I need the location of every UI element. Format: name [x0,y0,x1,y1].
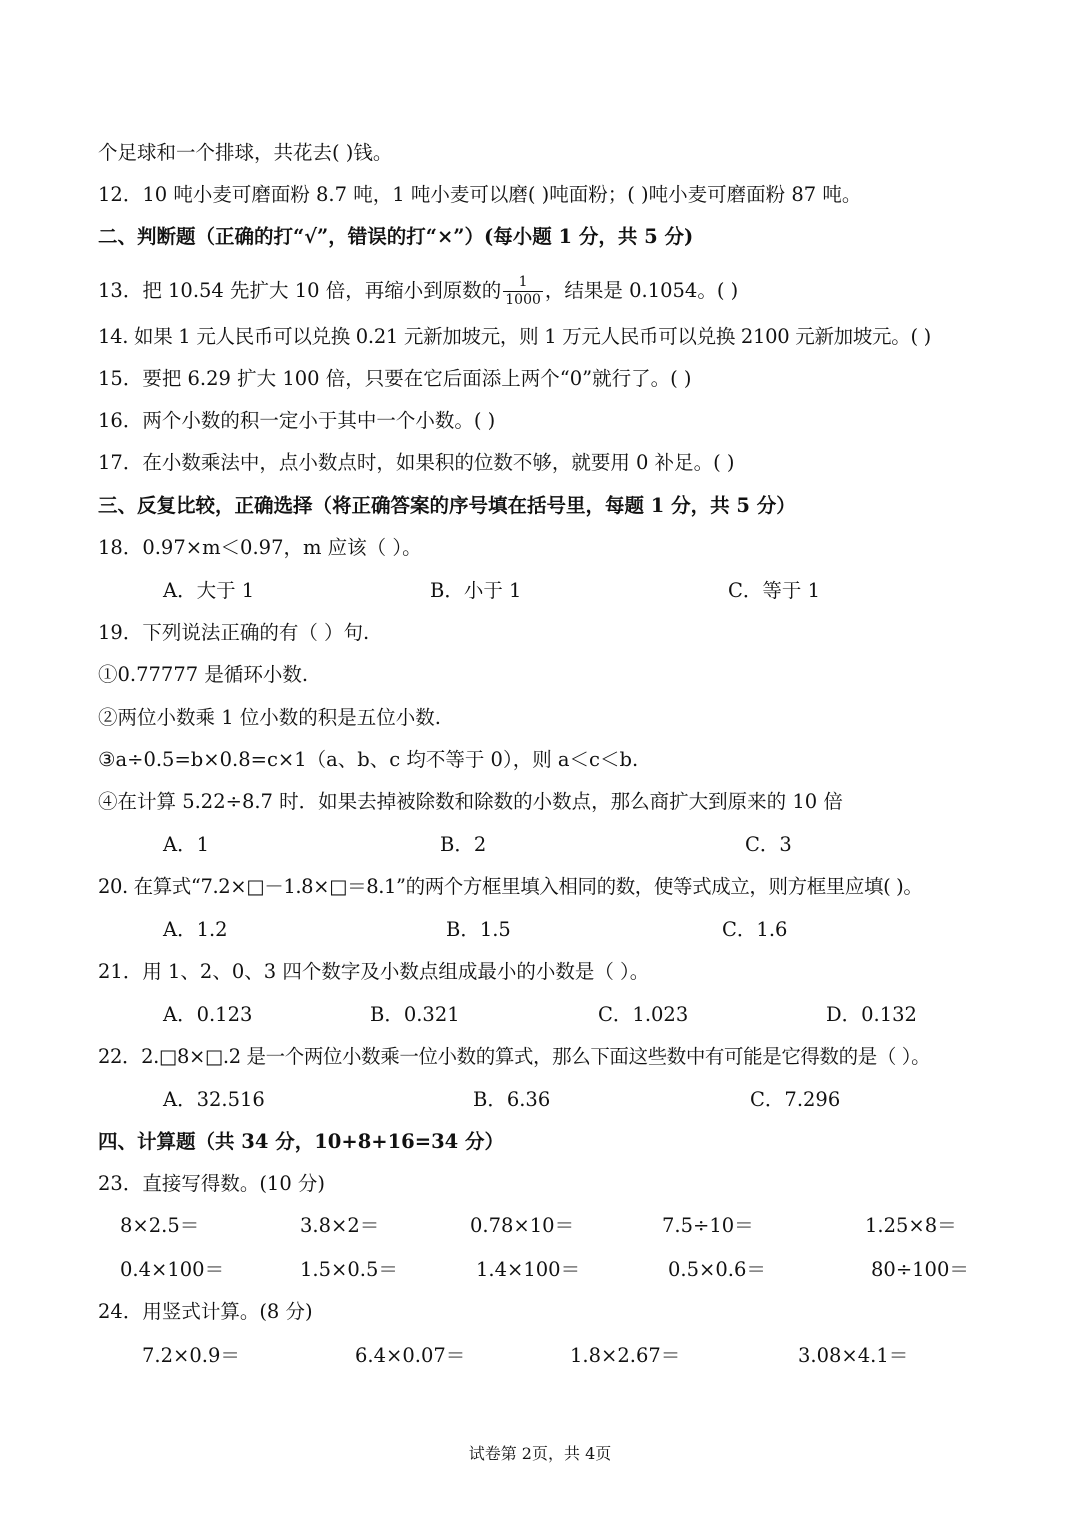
q20-option-a: A．1.2 [163,918,228,941]
q23-item: 1.25×8＝ [865,1214,957,1237]
q18-option-b: B．小于 1 [430,579,522,602]
q16: 16．两个小数的积一定小于其中一个小数。( ) [98,409,496,432]
q13-fraction [503,274,543,309]
q20-option-b: B．1.5 [446,918,511,941]
q19-statement-1: ①0.77777 是循环小数. [98,663,309,686]
section-2-title: 二、判断题（正确的打“√”，错误的打“×”）(每小题 1 分，共 5 分) [98,225,694,248]
q21-option-b: B．0.321 [370,1003,460,1026]
q21-option-d: D．0.132 [826,1003,917,1026]
q22-option-b: B．6.36 [473,1088,551,1111]
q18-option-a: A．大于 1 [163,579,255,602]
q19-statement-2: ②两位小数乘 1 位小数的积是五位小数. [98,706,442,729]
q23-item: 0.5×0.6＝ [668,1258,766,1281]
q22: 22．2.□8×□.2 是一个两位小数乘一位小数的算式，那么下面这些数中有可能是它得数的是（ ）。 [98,1045,931,1068]
q19-option-c: C．3 [745,833,792,856]
page-footer: 试卷第 2页，共 4页 [468,1444,612,1463]
q23-item: 80÷100＝ [871,1258,969,1281]
q24-item: 1.8×2.67＝ [570,1344,681,1367]
section-4-title: 四、计算题（共 34 分，10+8+16=34 分） [98,1130,504,1153]
q13 [98,274,738,309]
q24-item: 7.2×0.9＝ [142,1344,240,1367]
q23-item: 7.5÷10＝ [662,1214,754,1237]
q13-text-b: ，结果是 0.1054。( ) [544,279,739,302]
q11-tail: 个足球和一个排球，共花去( )钱。 [98,141,393,164]
q23-item: 8×2.5＝ [120,1214,200,1237]
q19-option-b: B．2 [440,833,487,856]
q19-option-a: A．1 [163,833,209,856]
q23-item: 1.5×0.5＝ [300,1258,398,1281]
q24-item: 3.08×4.1＝ [798,1344,909,1367]
q17: 17．在小数乘法中，点小数点时，如果积的位数不够，就要用 0 补足。( ) [98,451,735,474]
q12: 12．10 吨小麦可磨面粉 8.7 吨，1 吨小麦可以磨( )吨面粉；( )吨小麦可磨面粉 87 吨。 [98,183,862,206]
q22-option-c: C．7.296 [750,1088,841,1111]
q18-option-c: C．等于 1 [728,579,821,602]
q21-option-c: C．1.023 [598,1003,689,1026]
q13-denominator: 1000 [505,292,541,308]
q21: 21．用 1、2、0、3 四个数字及小数点组成最小的小数是（ ）。 [98,960,650,983]
q13-text-a: 13．把 10.54 先扩大 10 倍，再缩小到原数的 [98,279,502,302]
q15: 15．要把 6.29 扩大 100 倍，只要在它后面添上两个“0”就行了。( ) [98,367,692,390]
q19-statement-4: ④在计算 5.22÷8.7 时．如果去掉被除数和除数的小数点，那么商扩大到原来的 10 倍 [98,790,843,813]
q19-statement-3: ③a÷0.5=b×0.8=c×1（a、b、c 均不等于 0），则 a＜c＜b. [98,748,639,771]
q23-item: 0.78×10＝ [470,1214,575,1237]
q24-item: 6.4×0.07＝ [355,1344,466,1367]
q21-option-a: A．0.123 [163,1003,253,1026]
q14: 14. 如果 1 元人民币可以兑换 0.21 元新加坡元，则 1 万元人民币可以兑换 2100 元新加坡元。( ) [98,325,931,348]
q23-item: 0.4×100＝ [120,1258,225,1281]
q23-item: 3.8×2＝ [300,1214,380,1237]
q20-option-c: C．1.6 [722,918,788,941]
q23-item: 1.4×100＝ [476,1258,581,1281]
section-3-title: 三、反复比较，正确选择（将正确答案的序号填在括号里，每题 1 分，共 5 分） [98,494,796,517]
q24: 24．用竖式计算。(8 分) [98,1300,313,1323]
q19: 19．下列说法正确的有（ ）句. [98,621,370,644]
q18: 18．0.97×m＜0.97，m 应该（ ）。 [98,536,422,559]
q23: 23．直接写得数。(10 分) [98,1172,326,1195]
q22-option-a: A．32.516 [163,1088,265,1111]
q13-numerator: 1 [503,274,543,292]
q20: 20. 在算式“7.2×□－1.8×□＝8.1”的两个方框里填入相同的数，使等式成立，则方框里应填( )。 [98,875,923,898]
